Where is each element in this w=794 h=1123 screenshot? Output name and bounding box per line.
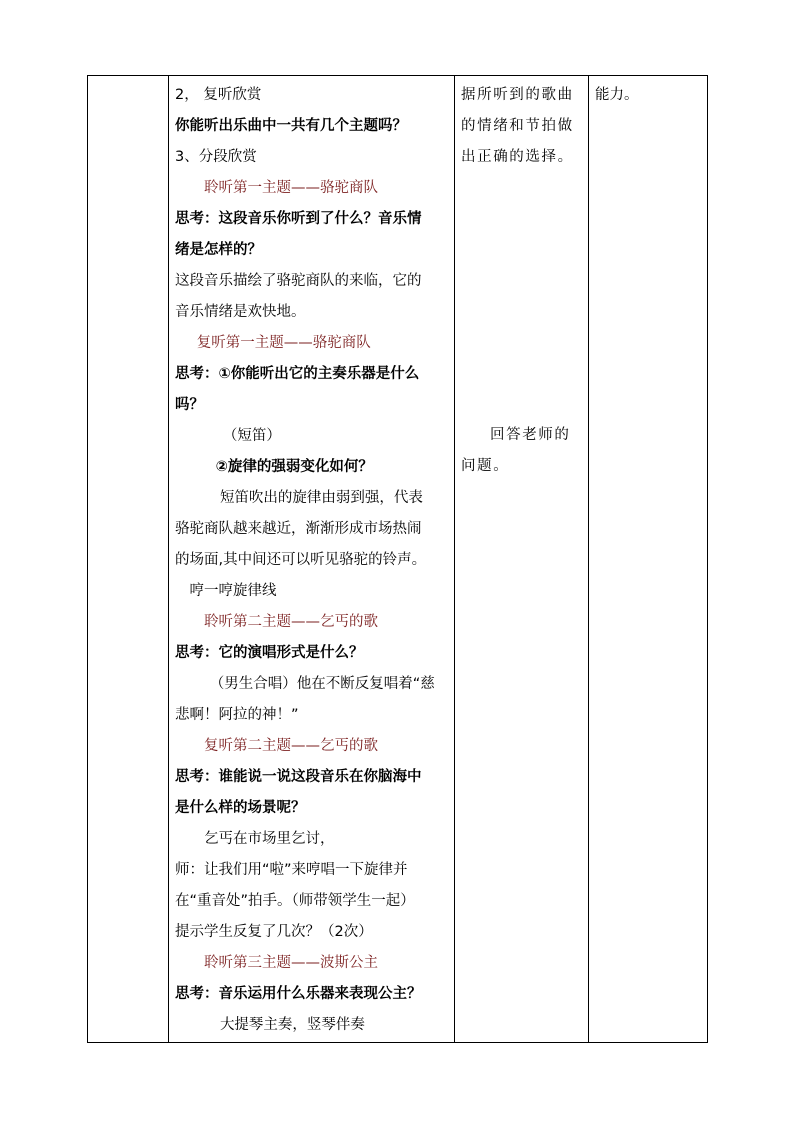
spacer xyxy=(461,173,588,420)
lesson-plan-table xyxy=(87,75,708,1043)
empty-cell xyxy=(88,76,169,1043)
text-line: 复听第一主题——骆驼商队 xyxy=(196,335,371,351)
text-line: 大提琴主奏，竖琴伴奏 xyxy=(219,1017,365,1033)
text-line: 的情绪和节拍做 xyxy=(461,118,574,134)
text-line: 师：让我们用“啦”来哼唱一下旋律并 xyxy=(175,862,408,878)
text-line: 聆听第一主题——骆驼商队 xyxy=(204,180,378,196)
text-line: 出正确的选择。 xyxy=(461,149,574,165)
text-line: 这段音乐描绘了骆驼商队的来临，它的 xyxy=(175,273,422,289)
student-activity-cell xyxy=(455,76,589,1043)
text-line: 的场面,其中间还可以听见骆驼的铃声。 xyxy=(175,552,427,568)
text-line: （男生合唱）他在不断反复唱着“慈 xyxy=(209,676,435,692)
text-line: 问题。 xyxy=(461,458,510,474)
text-line: 在“重音处”拍手。（师带领学生一起） xyxy=(175,893,415,909)
text-line: （短笛） xyxy=(222,428,281,444)
text-line: 短笛吹出的旋律由弱到强，代表 xyxy=(219,490,423,506)
text-line: 3、分段欣赏 xyxy=(175,149,257,165)
text-line: 你能听出乐曲中一共有几个主题吗？ xyxy=(175,118,407,134)
design-intent-cell xyxy=(589,76,708,1043)
text-line: 悲啊！阿拉的神！” xyxy=(175,707,299,723)
text-line: 是什么样的场景呢？ xyxy=(175,800,306,816)
text-line: 思考：这段音乐你听到了什么？音乐情 xyxy=(175,211,422,227)
student-activity-text xyxy=(455,76,588,482)
teaching-process-cell xyxy=(169,76,455,1043)
text-line: 提示学生反复了几次？（2次） xyxy=(175,924,373,940)
text-line: 2， 复听欣赏 xyxy=(175,87,262,103)
text-line: 聆听第二主题——乞丐的歌 xyxy=(204,614,378,630)
text-line: 思考：音乐运用什么乐器来表现公主？ xyxy=(175,986,422,1002)
text-line: 能力。 xyxy=(595,87,639,103)
text-line: 回答老师的 xyxy=(490,427,571,443)
text-line: 复听第二主题——乞丐的歌 xyxy=(204,738,378,754)
design-intent-text xyxy=(589,76,707,111)
table-row xyxy=(88,76,708,1043)
text-line: 思考：它的演唱形式是什么？ xyxy=(175,645,364,661)
text-line: 聆听第三主题——波斯公主 xyxy=(204,955,378,971)
text-line: 思考：谁能说一说这段音乐在你脑海中 xyxy=(175,769,422,785)
text-line: 音乐情绪是欢快地。 xyxy=(175,304,306,320)
text-line: 乞丐在市场里乞讨， xyxy=(204,831,335,847)
text-line: 吗？ xyxy=(175,397,204,413)
text-line: 哼一哼旋律线 xyxy=(189,583,277,599)
text-line: 据所听到的歌曲 xyxy=(461,87,574,103)
text-line: 绪是怎样的？ xyxy=(175,242,262,258)
teaching-process-text xyxy=(169,76,454,1041)
text-line: ②旋律的强弱变化如何？ xyxy=(215,459,373,475)
text-line: 骆驼商队越来越近，渐渐形成市场热闹 xyxy=(175,521,422,537)
text-line: 思考：①你能听出它的主奏乐器是什么 xyxy=(175,366,420,382)
